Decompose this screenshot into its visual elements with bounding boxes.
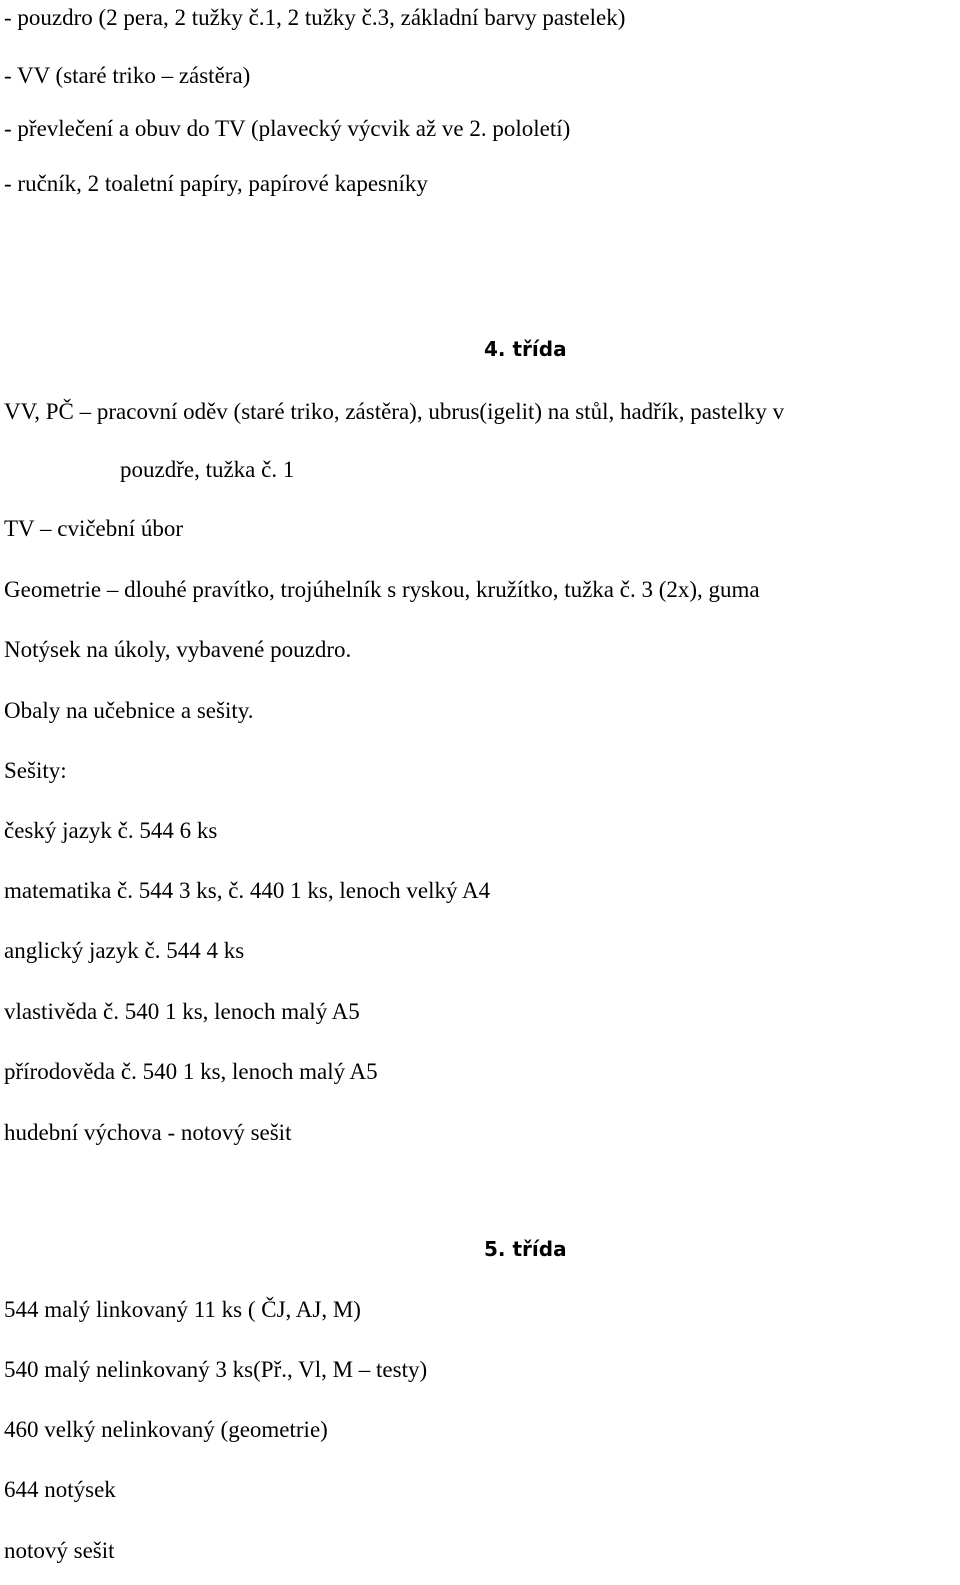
list-item: notový sešit [4, 1538, 115, 1563]
sesity-item: anglický jazyk č. 544 4 ks [4, 938, 245, 963]
list-item: 644 notýsek [4, 1477, 116, 1502]
vv-pc-line-continued: pouzdře, tužka č. 1 [120, 457, 295, 482]
list-item: - převlečení a obuv do TV (plavecký výcvik až ve 2. pololetí) [4, 116, 571, 141]
sesity-item: matematika č. 544 3 ks, č. 440 1 ks, lenoch velký A4 [4, 878, 491, 903]
vv-pc-line: VV, PČ – pracovní oděv (staré triko, zástěra), ubrus(igelit) na stůl, hadřík, pastelky v [4, 399, 785, 424]
obaly-line: Obaly na učebnice a sešity. [4, 698, 254, 723]
sesity-item: vlastivěda č. 540 1 ks, lenoch malý A5 [4, 999, 360, 1024]
notysek-line: Notýsek na úkoly, vybavené pouzdro. [4, 637, 352, 662]
list-item: 540 malý nelinkovaný 3 ks(Př., Vl, M – testy) [4, 1357, 428, 1382]
tv-line: TV – cvičební úbor [4, 516, 184, 541]
list-item: - pouzdro (2 pera, 2 tužky č.1, 2 tužky č.3, základní barvy pastelek) [4, 5, 626, 30]
sesity-item: český jazyk č. 544 6 ks [4, 818, 218, 843]
list-item: 544 malý linkovaný 11 ks ( ČJ, AJ, M) [4, 1297, 361, 1322]
section-heading-5: 5. třída [484, 1237, 567, 1261]
list-item: 460 velký nelinkovaný (geometrie) [4, 1417, 328, 1442]
list-item: - VV (staré triko – zástěra) [4, 63, 251, 88]
sesity-item: hudební výchova - notový sešit [4, 1120, 292, 1145]
list-item: - ručník, 2 toaletní papíry, papírové kapesníky [4, 171, 428, 196]
sesity-label: Sešity: [4, 758, 67, 783]
sesity-item: přírodověda č. 540 1 ks, lenoch malý A5 [4, 1059, 378, 1084]
section-heading-4: 4. třída [484, 337, 567, 361]
geometrie-line: Geometrie – dlouhé pravítko, trojúhelník s ryskou, kružítko, tužka č. 3 (2x), guma [4, 577, 760, 602]
